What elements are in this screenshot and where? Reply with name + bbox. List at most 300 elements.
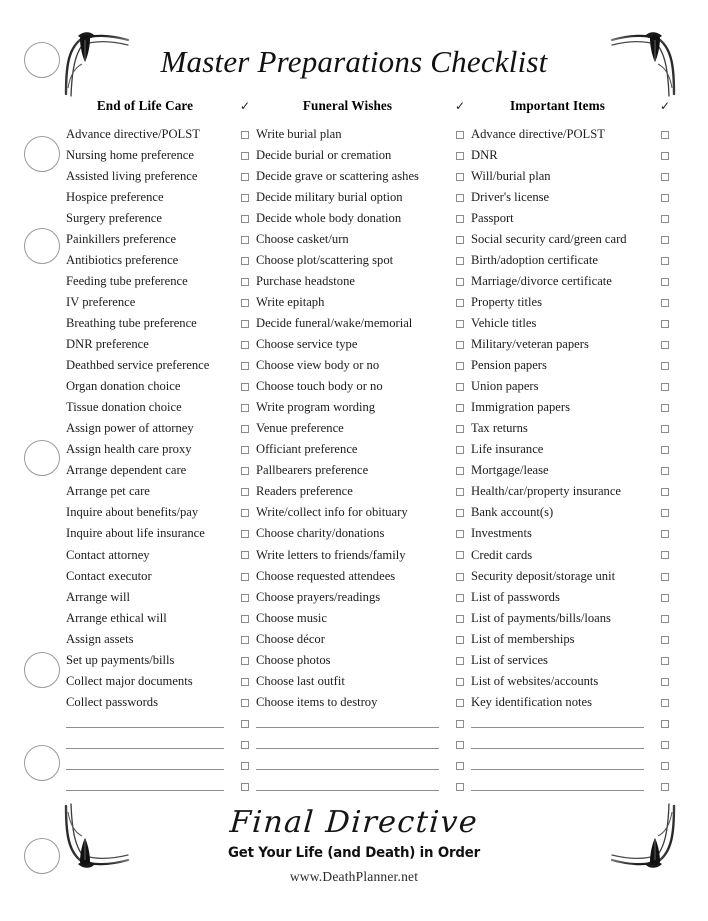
checklist-row[interactable] — [256, 250, 471, 271]
checkbox[interactable] — [661, 509, 669, 517]
checklist-row[interactable] — [256, 292, 471, 313]
checkbox[interactable] — [661, 236, 669, 244]
checkbox-cell[interactable] — [234, 509, 256, 517]
checkbox[interactable] — [661, 425, 669, 433]
checkbox[interactable] — [241, 615, 249, 623]
checkbox-cell[interactable] — [449, 467, 471, 475]
checkbox[interactable] — [241, 657, 249, 665]
checklist-row[interactable] — [66, 313, 256, 334]
checklist-row[interactable] — [471, 187, 676, 208]
checkbox-cell[interactable] — [654, 152, 676, 160]
checklist-row[interactable] — [471, 208, 676, 229]
checkbox-cell[interactable] — [654, 173, 676, 181]
checklist-row[interactable] — [471, 229, 676, 250]
checkbox[interactable] — [241, 131, 249, 139]
checkbox[interactable] — [456, 720, 464, 728]
checkbox-cell[interactable] — [449, 446, 471, 454]
checkbox-cell[interactable] — [654, 278, 676, 286]
checkbox-cell[interactable] — [234, 657, 256, 665]
checkbox-cell[interactable] — [654, 320, 676, 328]
checklist-row[interactable] — [256, 587, 471, 608]
checkbox[interactable] — [661, 636, 669, 644]
checkbox-cell[interactable] — [449, 734, 471, 755]
checkbox-cell[interactable] — [449, 713, 471, 734]
checklist-row[interactable] — [256, 461, 471, 482]
checkbox-cell[interactable] — [449, 257, 471, 265]
checklist-row[interactable] — [256, 419, 471, 440]
checkbox[interactable] — [241, 257, 249, 265]
write-in-line[interactable] — [256, 776, 449, 791]
checkbox-cell[interactable] — [654, 215, 676, 223]
checkbox[interactable] — [456, 236, 464, 244]
checkbox[interactable] — [661, 257, 669, 265]
checkbox[interactable] — [241, 594, 249, 602]
checkbox[interactable] — [456, 530, 464, 538]
checkbox[interactable] — [241, 573, 249, 581]
checkbox[interactable] — [456, 573, 464, 581]
write-in-row[interactable] — [256, 713, 471, 734]
checkbox-cell[interactable] — [449, 551, 471, 559]
checkbox[interactable] — [661, 783, 669, 791]
checkbox-cell[interactable] — [654, 678, 676, 686]
checklist-row[interactable] — [66, 250, 256, 271]
checkbox[interactable] — [241, 446, 249, 454]
checkbox-cell[interactable] — [234, 636, 256, 644]
checkbox[interactable] — [661, 299, 669, 307]
checklist-row[interactable] — [471, 566, 676, 587]
checkbox-cell[interactable] — [449, 341, 471, 349]
checkbox[interactable] — [661, 573, 669, 581]
write-in-row[interactable] — [471, 713, 676, 734]
checklist-row[interactable] — [66, 229, 256, 250]
checkbox-cell[interactable] — [234, 573, 256, 581]
checklist-row[interactable] — [471, 461, 676, 482]
checkbox[interactable] — [241, 236, 249, 244]
checkbox-cell[interactable] — [654, 299, 676, 307]
checkbox[interactable] — [456, 278, 464, 286]
checkbox-cell[interactable] — [654, 573, 676, 581]
checkbox-cell[interactable] — [654, 383, 676, 391]
checkbox[interactable] — [661, 551, 669, 559]
checklist-row[interactable] — [256, 629, 471, 650]
checkbox[interactable] — [241, 362, 249, 370]
checkbox[interactable] — [241, 173, 249, 181]
checklist-row[interactable] — [256, 377, 471, 398]
write-in-line[interactable] — [471, 755, 654, 770]
checklist-row[interactable] — [471, 271, 676, 292]
write-in-row[interactable] — [66, 713, 256, 734]
write-in-row[interactable] — [471, 734, 676, 755]
checklist-row[interactable] — [256, 166, 471, 187]
checkbox[interactable] — [661, 488, 669, 496]
checkbox-cell[interactable] — [449, 776, 471, 797]
checkbox[interactable] — [241, 741, 249, 749]
checkbox-cell[interactable] — [654, 425, 676, 433]
checklist-row[interactable] — [471, 292, 676, 313]
checkbox-cell[interactable] — [449, 194, 471, 202]
checkbox[interactable] — [241, 194, 249, 202]
checklist-row[interactable] — [66, 356, 256, 377]
checklist-row[interactable] — [471, 650, 676, 671]
checkbox-cell[interactable] — [234, 551, 256, 559]
checklist-row[interactable] — [471, 250, 676, 271]
checkbox[interactable] — [456, 594, 464, 602]
checkbox-cell[interactable] — [449, 530, 471, 538]
write-in-row[interactable] — [256, 776, 471, 797]
checkbox[interactable] — [241, 404, 249, 412]
checklist-row[interactable] — [66, 398, 256, 419]
checklist-row[interactable] — [256, 524, 471, 545]
checklist-row[interactable] — [471, 608, 676, 629]
checkbox-cell[interactable] — [654, 657, 676, 665]
checkbox[interactable] — [661, 173, 669, 181]
checkbox-cell[interactable] — [234, 173, 256, 181]
checkbox[interactable] — [456, 362, 464, 370]
checkbox[interactable] — [456, 320, 464, 328]
checklist-row[interactable] — [471, 313, 676, 334]
checkbox[interactable] — [456, 783, 464, 791]
checkbox[interactable] — [241, 278, 249, 286]
checkbox-cell[interactable] — [234, 236, 256, 244]
checkbox-cell[interactable] — [449, 215, 471, 223]
checkbox[interactable] — [241, 530, 249, 538]
checkbox-cell[interactable] — [654, 467, 676, 475]
checklist-row[interactable] — [471, 334, 676, 355]
checklist-row[interactable] — [66, 377, 256, 398]
checkbox[interactable] — [661, 741, 669, 749]
checkbox[interactable] — [456, 404, 464, 412]
checklist-row[interactable] — [471, 124, 676, 145]
checkbox[interactable] — [241, 509, 249, 517]
checklist-row[interactable] — [256, 398, 471, 419]
checkbox-cell[interactable] — [449, 594, 471, 602]
checkbox[interactable] — [456, 762, 464, 770]
checkbox-cell[interactable] — [234, 488, 256, 496]
write-in-line[interactable] — [66, 734, 234, 749]
checklist-row[interactable] — [471, 503, 676, 524]
checkbox[interactable] — [456, 467, 464, 475]
checkbox-cell[interactable] — [234, 530, 256, 538]
checklist-row[interactable] — [256, 566, 471, 587]
checkbox[interactable] — [241, 299, 249, 307]
checkbox-cell[interactable] — [449, 755, 471, 776]
write-in-line[interactable] — [66, 713, 234, 728]
checklist-row[interactable] — [471, 356, 676, 377]
checkbox[interactable] — [241, 152, 249, 160]
checkbox[interactable] — [456, 699, 464, 707]
checkbox-cell[interactable] — [234, 131, 256, 139]
checkbox-cell[interactable] — [449, 320, 471, 328]
checkbox[interactable] — [241, 678, 249, 686]
write-in-line[interactable] — [471, 776, 654, 791]
checkbox-cell[interactable] — [234, 194, 256, 202]
checkbox[interactable] — [241, 636, 249, 644]
checkbox-cell[interactable] — [234, 425, 256, 433]
checkbox[interactable] — [241, 215, 249, 223]
write-in-line[interactable] — [471, 713, 654, 728]
checkbox-cell[interactable] — [234, 215, 256, 223]
checkbox-cell[interactable] — [234, 776, 256, 797]
checkbox[interactable] — [241, 425, 249, 433]
checklist-row[interactable] — [66, 545, 256, 566]
checkbox-cell[interactable] — [234, 320, 256, 328]
checklist-row[interactable] — [66, 503, 256, 524]
checkbox[interactable] — [661, 530, 669, 538]
write-in-line[interactable] — [66, 776, 234, 791]
checkbox-cell[interactable] — [234, 404, 256, 412]
checkbox[interactable] — [456, 551, 464, 559]
checkbox[interactable] — [241, 720, 249, 728]
checkbox-cell[interactable] — [449, 236, 471, 244]
checklist-row[interactable] — [66, 334, 256, 355]
checkbox[interactable] — [661, 341, 669, 349]
checkbox-cell[interactable] — [234, 678, 256, 686]
checkbox[interactable] — [661, 446, 669, 454]
checklist-row[interactable] — [256, 145, 471, 166]
checkbox[interactable] — [661, 720, 669, 728]
checkbox[interactable] — [661, 320, 669, 328]
checkbox-cell[interactable] — [654, 594, 676, 602]
checklist-row[interactable] — [66, 440, 256, 461]
checklist-row[interactable] — [256, 650, 471, 671]
checkbox-cell[interactable] — [654, 551, 676, 559]
checkbox[interactable] — [456, 425, 464, 433]
checkbox[interactable] — [661, 678, 669, 686]
checklist-row[interactable] — [66, 692, 256, 713]
checkbox-cell[interactable] — [234, 257, 256, 265]
checkbox-cell[interactable] — [234, 734, 256, 755]
checklist-row[interactable] — [256, 187, 471, 208]
checklist-row[interactable] — [471, 398, 676, 419]
checklist-row[interactable] — [66, 587, 256, 608]
checkbox[interactable] — [456, 446, 464, 454]
checkbox-cell[interactable] — [654, 509, 676, 517]
checkbox-cell[interactable] — [654, 699, 676, 707]
checkbox[interactable] — [456, 131, 464, 139]
write-in-row[interactable] — [471, 755, 676, 776]
checklist-row[interactable] — [66, 145, 256, 166]
write-in-row[interactable] — [471, 776, 676, 797]
checkbox[interactable] — [456, 741, 464, 749]
checkbox-cell[interactable] — [234, 362, 256, 370]
checklist-row[interactable] — [66, 608, 256, 629]
checkbox-cell[interactable] — [654, 734, 676, 755]
checklist-row[interactable] — [471, 587, 676, 608]
checkbox[interactable] — [456, 383, 464, 391]
checklist-row[interactable] — [66, 629, 256, 650]
checkbox[interactable] — [661, 362, 669, 370]
checkbox-cell[interactable] — [449, 488, 471, 496]
checkbox[interactable] — [661, 594, 669, 602]
write-in-row[interactable] — [66, 734, 256, 755]
checklist-row[interactable] — [256, 208, 471, 229]
checklist-row[interactable] — [256, 671, 471, 692]
checklist-row[interactable] — [256, 608, 471, 629]
checkbox-cell[interactable] — [234, 699, 256, 707]
checklist-row[interactable] — [66, 482, 256, 503]
checkbox-cell[interactable] — [654, 194, 676, 202]
checklist-row[interactable] — [256, 271, 471, 292]
checkbox[interactable] — [456, 615, 464, 623]
checklist-row[interactable] — [66, 292, 256, 313]
checkbox-cell[interactable] — [234, 615, 256, 623]
checkbox-cell[interactable] — [654, 636, 676, 644]
write-in-line[interactable] — [256, 713, 449, 728]
checklist-row[interactable] — [66, 208, 256, 229]
write-in-row[interactable] — [256, 755, 471, 776]
write-in-row[interactable] — [66, 776, 256, 797]
write-in-line[interactable] — [66, 755, 234, 770]
checkbox-cell[interactable] — [449, 699, 471, 707]
checkbox[interactable] — [456, 341, 464, 349]
checkbox[interactable] — [456, 173, 464, 181]
checkbox[interactable] — [661, 215, 669, 223]
checkbox-cell[interactable] — [654, 362, 676, 370]
checklist-row[interactable] — [256, 692, 471, 713]
checkbox[interactable] — [661, 615, 669, 623]
checklist-row[interactable] — [256, 356, 471, 377]
checklist-row[interactable] — [256, 440, 471, 461]
write-in-row[interactable] — [256, 734, 471, 755]
checkbox-cell[interactable] — [449, 278, 471, 286]
checkbox-cell[interactable] — [654, 236, 676, 244]
checkbox-cell[interactable] — [449, 615, 471, 623]
checkbox[interactable] — [241, 699, 249, 707]
checkbox[interactable] — [456, 678, 464, 686]
checkbox[interactable] — [241, 383, 249, 391]
checkbox-cell[interactable] — [654, 341, 676, 349]
write-in-line[interactable] — [471, 734, 654, 749]
checkbox-cell[interactable] — [449, 573, 471, 581]
checklist-row[interactable] — [66, 419, 256, 440]
checklist-row[interactable] — [66, 461, 256, 482]
write-in-line[interactable] — [256, 755, 449, 770]
checkbox-cell[interactable] — [234, 383, 256, 391]
checklist-row[interactable] — [256, 334, 471, 355]
checklist-row[interactable] — [66, 166, 256, 187]
checkbox[interactable] — [661, 762, 669, 770]
checkbox-cell[interactable] — [449, 425, 471, 433]
write-in-line[interactable] — [256, 734, 449, 749]
checkbox-cell[interactable] — [234, 446, 256, 454]
checklist-row[interactable] — [256, 313, 471, 334]
checkbox-cell[interactable] — [449, 509, 471, 517]
checkbox-cell[interactable] — [654, 404, 676, 412]
checklist-row[interactable] — [256, 124, 471, 145]
checkbox-cell[interactable] — [449, 404, 471, 412]
checklist-row[interactable] — [471, 440, 676, 461]
checkbox[interactable] — [456, 257, 464, 265]
checklist-row[interactable] — [66, 187, 256, 208]
checkbox[interactable] — [661, 131, 669, 139]
checkbox[interactable] — [661, 278, 669, 286]
checkbox-cell[interactable] — [654, 713, 676, 734]
checkbox[interactable] — [661, 152, 669, 160]
checkbox[interactable] — [456, 152, 464, 160]
checklist-row[interactable] — [66, 650, 256, 671]
checkbox-cell[interactable] — [654, 257, 676, 265]
checkbox-cell[interactable] — [449, 131, 471, 139]
checkbox[interactable] — [661, 194, 669, 202]
checklist-row[interactable] — [471, 545, 676, 566]
checkbox-cell[interactable] — [234, 278, 256, 286]
checkbox[interactable] — [241, 783, 249, 791]
checklist-row[interactable] — [471, 166, 676, 187]
checklist-row[interactable] — [471, 671, 676, 692]
checkbox[interactable] — [661, 699, 669, 707]
checklist-row[interactable] — [256, 503, 471, 524]
checkbox[interactable] — [456, 194, 464, 202]
checkbox-cell[interactable] — [654, 446, 676, 454]
checkbox-cell[interactable] — [449, 657, 471, 665]
checkbox-cell[interactable] — [234, 713, 256, 734]
checklist-row[interactable] — [471, 419, 676, 440]
checkbox-cell[interactable] — [654, 755, 676, 776]
checklist-row[interactable] — [471, 482, 676, 503]
checkbox-cell[interactable] — [449, 152, 471, 160]
checkbox[interactable] — [241, 551, 249, 559]
checkbox-cell[interactable] — [234, 341, 256, 349]
checklist-row[interactable] — [471, 629, 676, 650]
checklist-row[interactable] — [66, 271, 256, 292]
checkbox[interactable] — [241, 467, 249, 475]
checkbox-cell[interactable] — [449, 173, 471, 181]
checkbox[interactable] — [456, 488, 464, 496]
checkbox[interactable] — [456, 657, 464, 665]
checkbox-cell[interactable] — [234, 594, 256, 602]
checkbox[interactable] — [241, 762, 249, 770]
checkbox-cell[interactable] — [449, 362, 471, 370]
checklist-row[interactable] — [471, 524, 676, 545]
checklist-row[interactable] — [256, 482, 471, 503]
checklist-row[interactable] — [471, 377, 676, 398]
checkbox[interactable] — [241, 488, 249, 496]
checkbox[interactable] — [661, 404, 669, 412]
checkbox[interactable] — [456, 299, 464, 307]
checkbox-cell[interactable] — [234, 467, 256, 475]
checklist-row[interactable] — [66, 124, 256, 145]
checkbox[interactable] — [456, 509, 464, 517]
checkbox-cell[interactable] — [449, 636, 471, 644]
checkbox[interactable] — [661, 467, 669, 475]
checklist-row[interactable] — [256, 229, 471, 250]
checkbox-cell[interactable] — [654, 488, 676, 496]
checkbox[interactable] — [241, 320, 249, 328]
checkbox-cell[interactable] — [654, 615, 676, 623]
checklist-row[interactable] — [471, 692, 676, 713]
checkbox-cell[interactable] — [654, 530, 676, 538]
checkbox[interactable] — [661, 383, 669, 391]
checkbox[interactable] — [456, 636, 464, 644]
checkbox-cell[interactable] — [654, 131, 676, 139]
checkbox-cell[interactable] — [234, 755, 256, 776]
checklist-row[interactable] — [256, 545, 471, 566]
checklist-row[interactable] — [66, 566, 256, 587]
checklist-row[interactable] — [471, 145, 676, 166]
checklist-row[interactable] — [66, 671, 256, 692]
checkbox-cell[interactable] — [449, 299, 471, 307]
write-in-row[interactable] — [66, 755, 256, 776]
checkbox-cell[interactable] — [449, 383, 471, 391]
checkbox-cell[interactable] — [234, 299, 256, 307]
checkbox-cell[interactable] — [449, 678, 471, 686]
checkbox[interactable] — [456, 215, 464, 223]
checkbox[interactable] — [241, 341, 249, 349]
checkbox-cell[interactable] — [234, 152, 256, 160]
checklist-row[interactable] — [66, 524, 256, 545]
checkbox[interactable] — [661, 657, 669, 665]
checkbox-cell[interactable] — [654, 776, 676, 797]
